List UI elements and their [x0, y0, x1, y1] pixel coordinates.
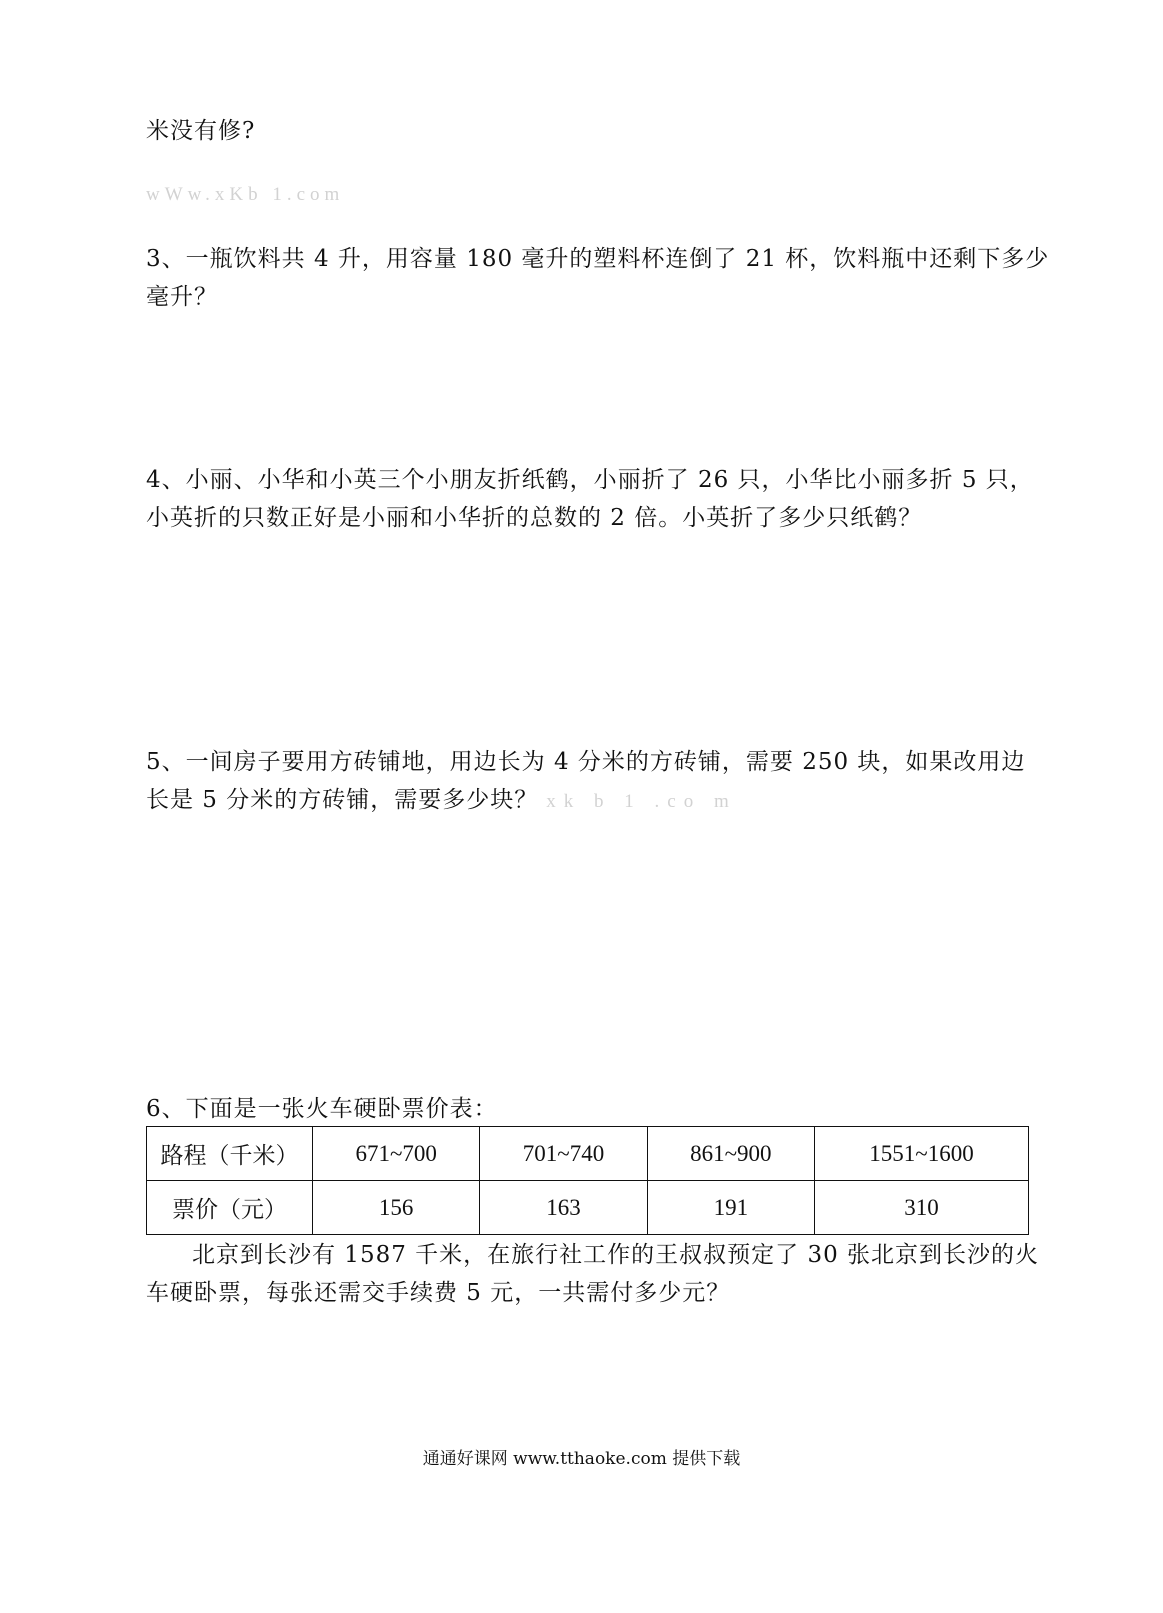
question-6-intro — [146, 1092, 1046, 1126]
question-6-line-1: 北京到长沙有 1587 千米，在旅行社工作的王叔叔预定了 30 张北京到长沙的火 — [192, 1242, 1040, 1268]
table-row-distance — [147, 1127, 1029, 1181]
question-4-line-1: 4、小丽、小华和小英三个小朋友折纸鹤，小丽折了 26 只，小华比小丽多折 5 只， — [146, 467, 1034, 493]
question-4-line-2: 小英折的只数正好是小丽和小华折的总数的 2 倍。小英折了多少只纸鹤？ — [146, 505, 923, 531]
question-6-body — [146, 1236, 1046, 1312]
table-cell-range-1: 671~700 — [313, 1127, 480, 1181]
table-cell-range-2: 701~740 — [480, 1127, 647, 1181]
question-5-line-2 — [146, 781, 1046, 821]
page-footer: 通通好课网 www.tthaoke.com 提供下载 — [422, 1449, 741, 1469]
table-cell-price-2: 163 — [480, 1181, 647, 1235]
table-row-price — [147, 1181, 1029, 1235]
question-3-line-1: 3、一瓶饮料共 4 升，用容量 180 毫升的塑料杯连倒了 21 杯，饮料瓶中还剩下多少 — [146, 246, 1050, 272]
table-cell-price-3: 191 — [647, 1181, 814, 1235]
table-header-price: 票价（元） — [147, 1181, 313, 1235]
question-3-line-2: 毫升？ — [146, 284, 218, 310]
table-cell-price-4: 310 — [814, 1181, 1028, 1235]
question-6-line-2: 车硬卧票，每张还需交手续费 5 元，一共需付多少元？ — [146, 1280, 731, 1306]
question-6-intro-text: 6、下面是一张火车硬卧票价表： — [146, 1096, 498, 1122]
question-3 — [146, 240, 1050, 316]
watermark-top: wWw.xKb 1.com — [146, 184, 345, 205]
table-cell-range-4: 1551~1600 — [814, 1127, 1028, 1181]
table-header-distance: 路程（千米） — [147, 1127, 313, 1181]
question-5-line-2-text: 长是 5 分米的方砖铺，需要多少块？ — [146, 787, 539, 813]
watermark-inline: xk b 1 .co m — [546, 791, 737, 812]
question-5-line-1: 5、一间房子要用方砖铺地，用边长为 4 分米的方砖铺，需要 250 块，如果改用边 — [146, 749, 1026, 775]
ticket-price-table — [146, 1126, 1029, 1235]
table-cell-price-1: 156 — [313, 1181, 480, 1235]
question-4 — [146, 461, 1046, 537]
question-5 — [146, 743, 1046, 821]
continuation-text — [146, 112, 1046, 150]
table-cell-range-3: 861~900 — [647, 1127, 814, 1181]
continuation-line: 米没有修? — [146, 118, 256, 144]
